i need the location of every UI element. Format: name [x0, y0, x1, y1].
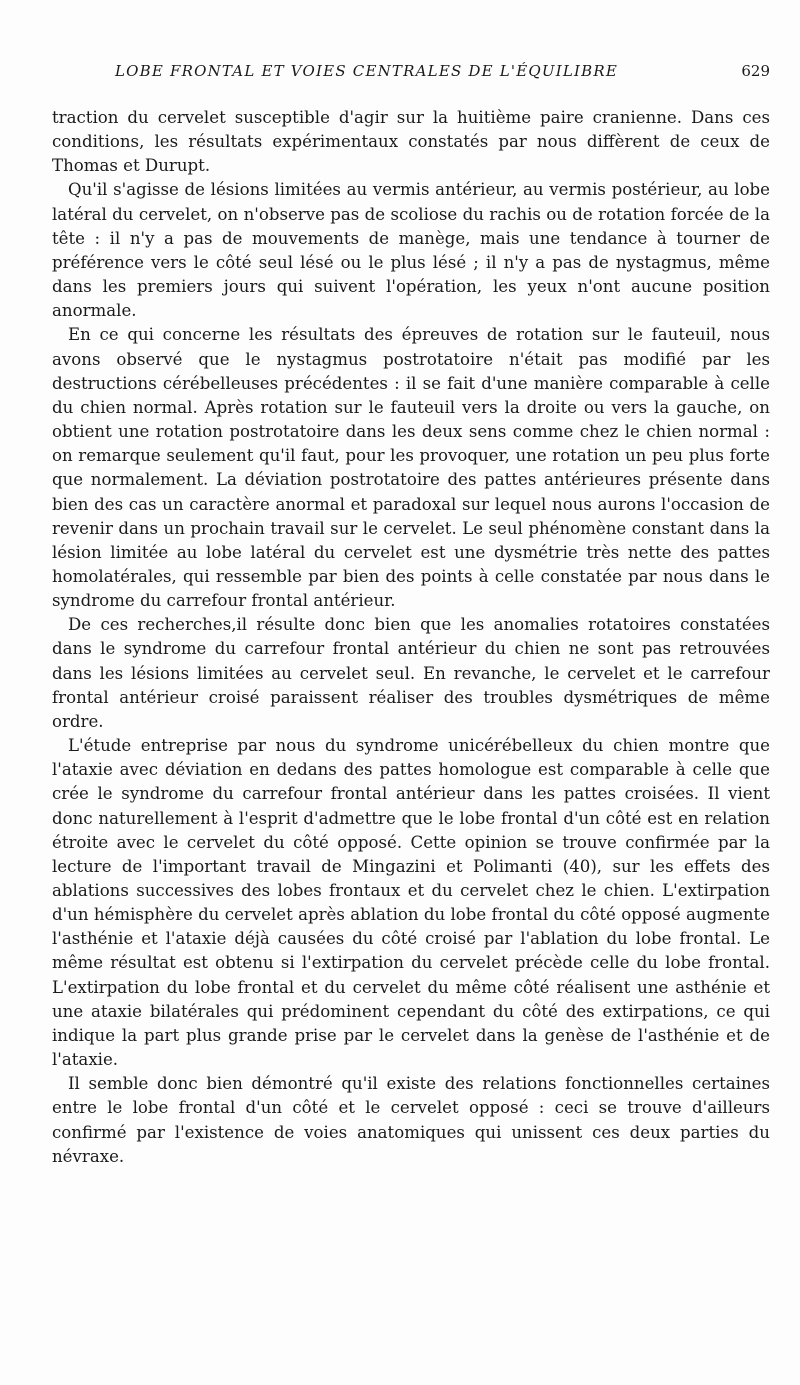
page-number: 629: [741, 62, 770, 80]
body-text: [52, 106, 770, 1169]
page-header: [95, 62, 770, 86]
paragraph: De ces recherches,il résulte donc bien que les anomalies rotatoires constatées dans le syndrome du carrefour frontal antérieur du chien ne sont pas retrouvées dans les lésions limitées au cervelet seul. En revanche, le cervelet et le carrefour frontal antérieur croisé paraissent réaliser des troubles dysmétriques de même ordre.: [52, 615, 770, 731]
paragraph: En ce qui concerne les résultats des épreuves de rotation sur le fauteuil, nous avons observé que le nystagmus postrotatoire n'était pas modifié par les destructions cérébelleuses précédentes : il se fait d'une manière comparable à celle du chien normal. Après rotation sur le fauteuil vers la droite ou vers la gauche, on obtient une rotation postrotatoire dans les deux sens comme chez le chien normal : on remarque seulement qu'il faut, pour les provoquer, une rotation un peu plus forte que normalement. La déviation postrotatoire des pattes antérieures présente dans bien des cas un caractère anormal et paradoxal sur lequel nous aurons l'occasion de revenir dans un prochain travail sur le cervelet. Le seul phénomène constant dans la lésion limitée au lobe latéral du cervelet est une dysmétrie très nette des pattes homolatérales, qui ressemble par bien des points à celle constatée par nous dans le syndrome du carrefour frontal antérieur.: [52, 325, 770, 611]
paragraph: L'étude entreprise par nous du syndrome unicérébelleux du chien montre que l'ataxie avec déviation en dedans des pattes homologue est comparable à celle que crée le syndrome du carrefour frontal antérieur dans les pattes croisées. Il vient donc naturellement à l'esprit d'admettre que le lobe frontal d'un côté est en relation étroite avec le cervelet du côté opposé. Cette opinion se trouve confirmée par la lecture de l'important travail de Mingazini et Polimanti (40), sur les effets des ablations successives des lobes frontaux et du cervelet chez le chien. L'extirpation d'un hémisphère du cervelet après ablation du lobe frontal du côté opposé augmente l'asthénie et l'ataxie déjà causées du côté croisé par l'ablation du lobe frontal. Le même résultat est obtenu si l'extirpation du cervelet précède celle du lobe frontal. L'extirpation du lobe frontal et du cervelet du même côté réalisent une asthénie et une ataxie bilatérales qui prédominent cependant du côté des extirpations, ce qui indique la part plus grande prise par le cervelet dans la genèse de l'asthénie et de l'ataxie.: [52, 736, 770, 1070]
running-title: LOBE FRONTAL ET VOIES CENTRALES DE L'ÉQUILIBRE: [115, 62, 619, 80]
paragraph-continuation: traction du cervelet susceptible d'agir sur la huitième paire cranienne. Dans ces conditions, les résultats expérimentaux constatés par nous diffèrent de ceux de Thomas et Durupt.: [52, 108, 770, 176]
paragraph: Il semble donc bien démontré qu'il existe des relations fonctionnelles certaines entre le lobe frontal d'un côté et le cervelet opposé : ceci se trouve d'ailleurs confirmé par l'existence de voies anatomiques qui unissent ces deux parties du névraxe.: [52, 1074, 770, 1166]
paragraph: Qu'il s'agisse de lésions limitées au vermis antérieur, au vermis postérieur, au lobe latéral du cervelet, on n'observe pas de scoliose du rachis ou de rotation forcée de la tête : il n'y a pas de mouvements de manège, mais une tendance à tourner de préférence vers le côté seul lésé ou le plus lésé ; il n'y a pas de nystagmus, même dans les premiers jours qui suivent l'opération, les yeux n'ont aucune position anormale.: [52, 180, 770, 321]
